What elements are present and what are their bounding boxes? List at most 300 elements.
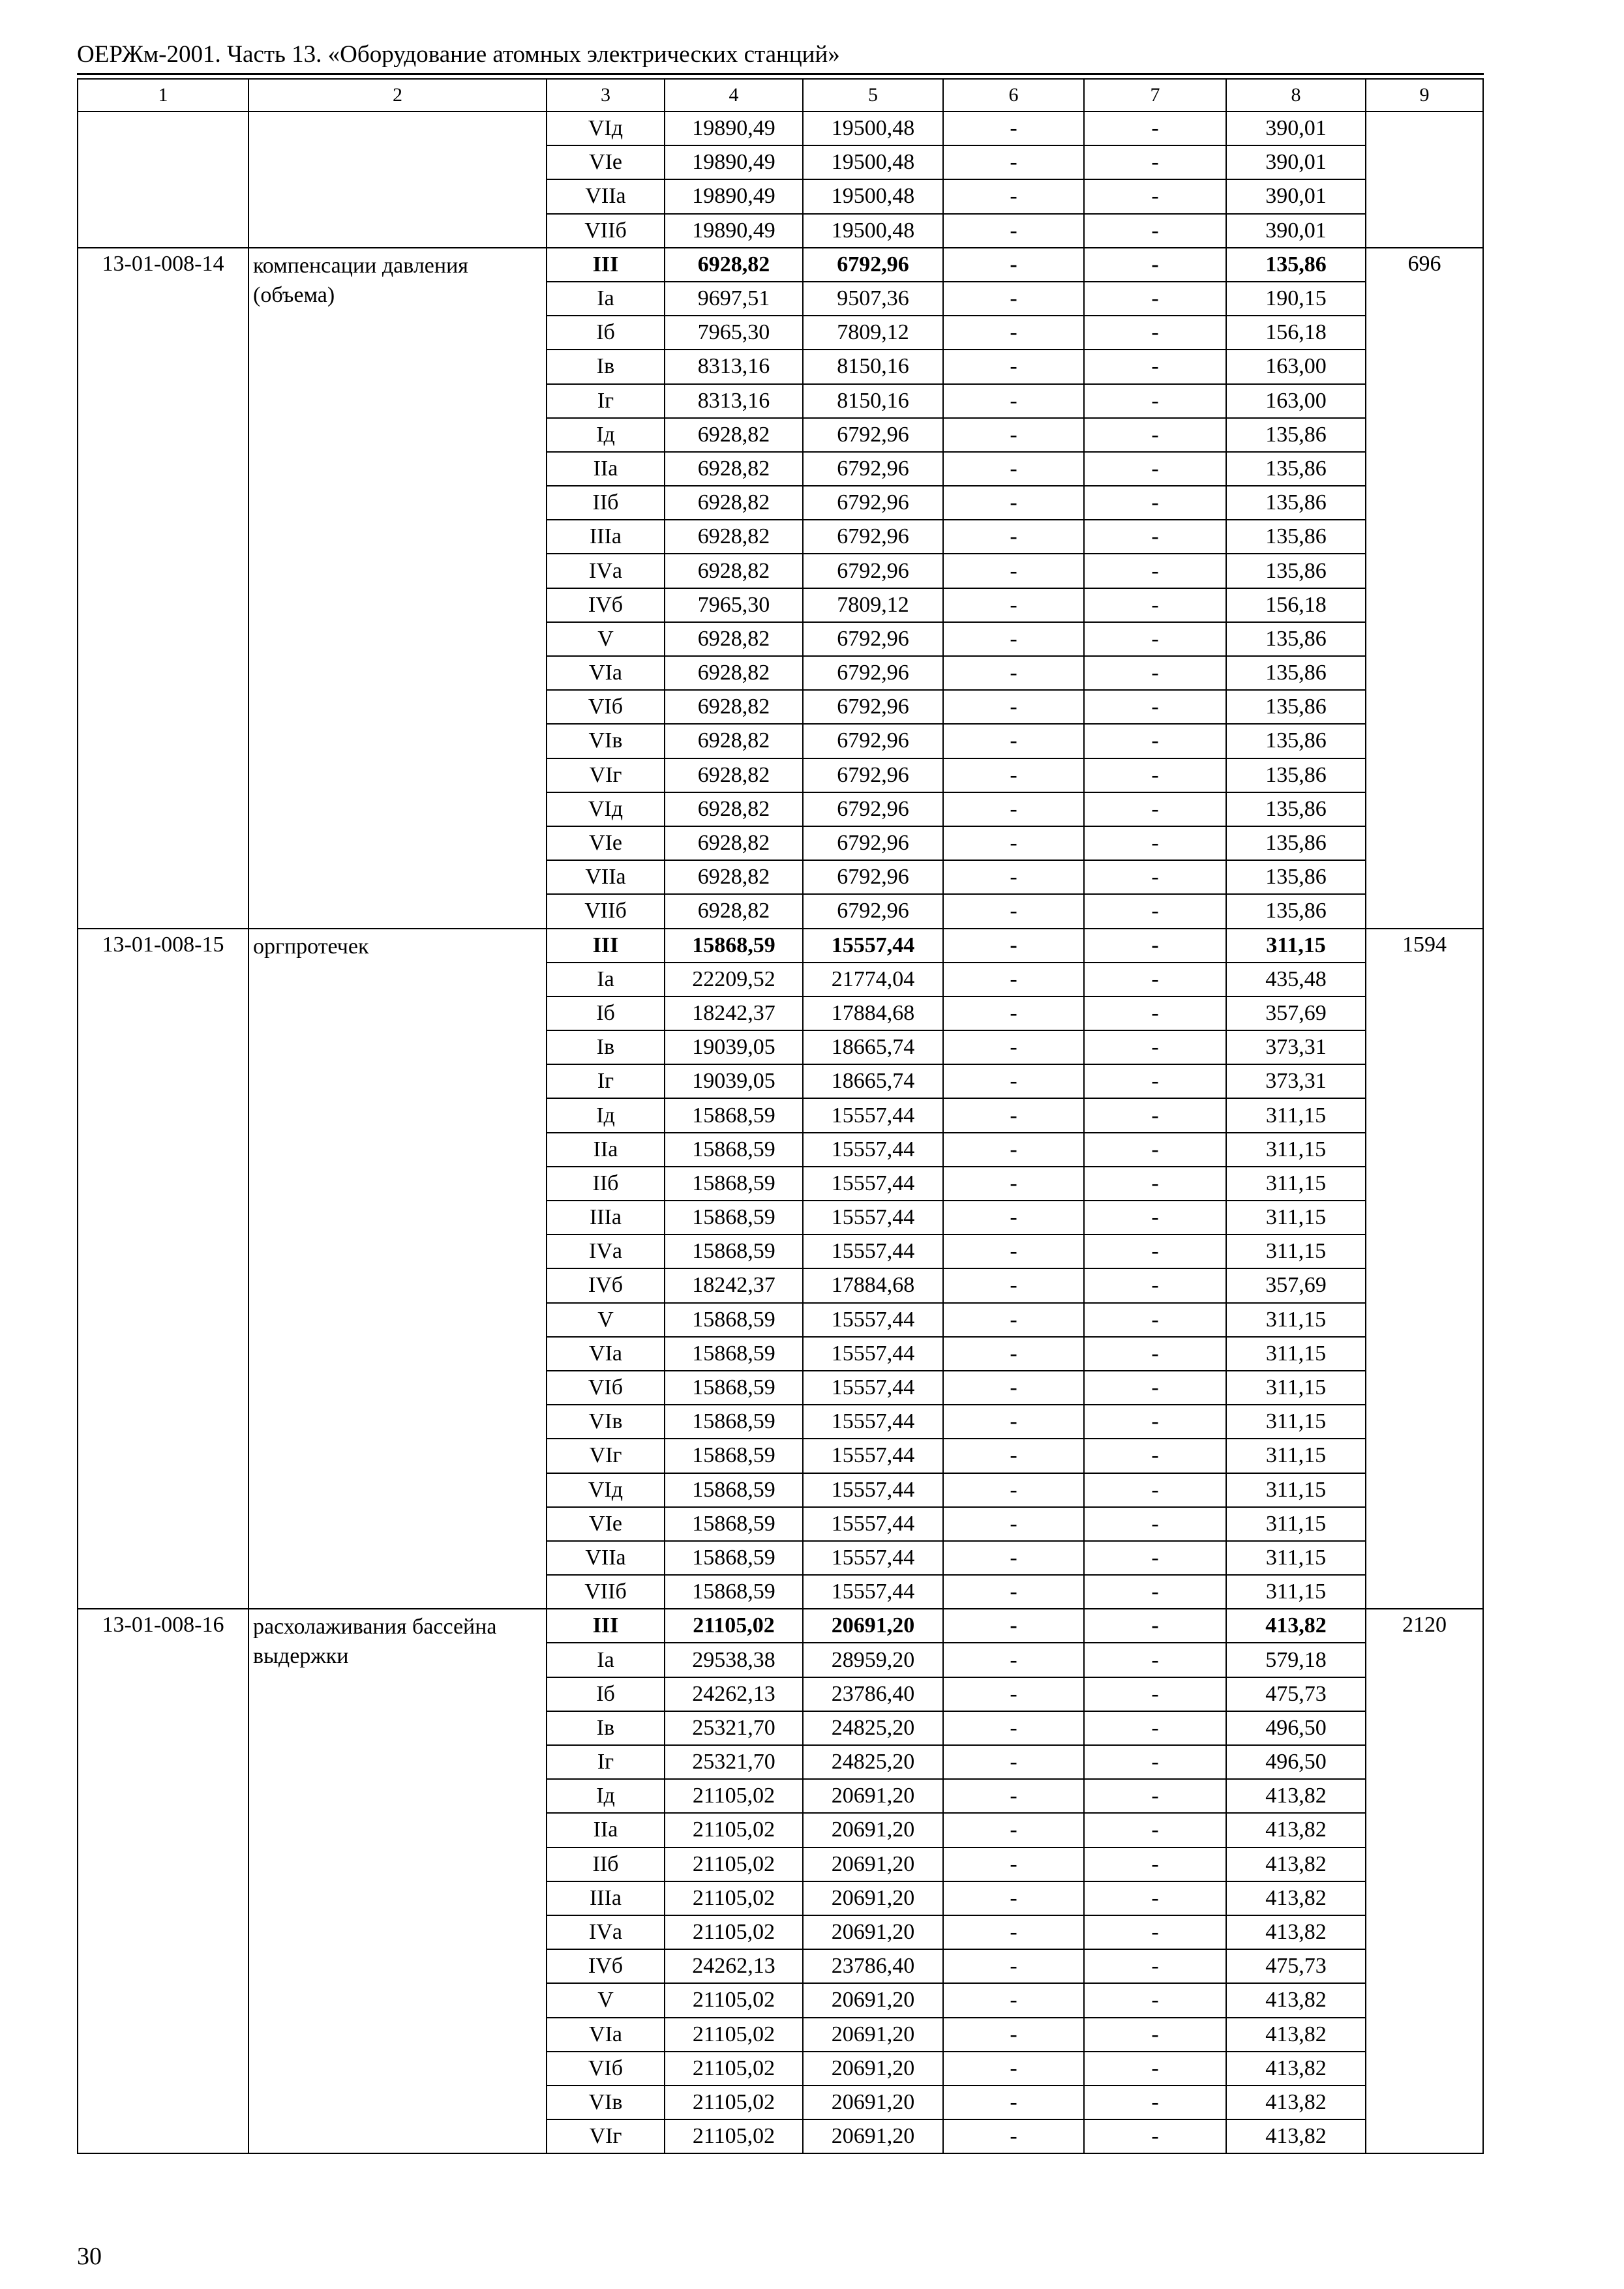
zone-code: Iг bbox=[547, 384, 665, 418]
machine-cost: - bbox=[943, 894, 1084, 928]
zone-code: III bbox=[547, 248, 665, 282]
labor-cost: 23786,40 bbox=[803, 1677, 943, 1711]
labor-cost: 15557,44 bbox=[803, 929, 943, 963]
column-number: 8 bbox=[1226, 79, 1366, 112]
materials-cost: 311,15 bbox=[1226, 929, 1366, 963]
labor-cost: 28959,20 bbox=[803, 1643, 943, 1677]
labor-cost: 6792,96 bbox=[803, 690, 943, 724]
operator-wage: - bbox=[1084, 860, 1226, 894]
machine-cost: - bbox=[943, 1371, 1084, 1405]
total-cost: 6928,82 bbox=[665, 656, 803, 690]
total-cost: 21105,02 bbox=[665, 1983, 803, 2017]
materials-cost: 311,15 bbox=[1226, 1234, 1366, 1268]
materials-cost: 390,01 bbox=[1226, 112, 1366, 145]
operator-wage: - bbox=[1084, 758, 1226, 792]
labor-cost: 15557,44 bbox=[803, 1234, 943, 1268]
total-cost: 15868,59 bbox=[665, 1473, 803, 1507]
materials-cost: 413,82 bbox=[1226, 1848, 1366, 1881]
total-cost: 15868,59 bbox=[665, 1234, 803, 1268]
operator-wage: - bbox=[1084, 1167, 1226, 1201]
machine-cost: - bbox=[943, 1064, 1084, 1098]
total-cost: 18242,37 bbox=[665, 996, 803, 1030]
machine-cost: - bbox=[943, 2018, 1084, 2052]
zone-code: IIIа bbox=[547, 1881, 665, 1915]
zone-code: VIв bbox=[547, 1405, 665, 1439]
labor-cost: 20691,20 bbox=[803, 2086, 943, 2119]
machine-cost: - bbox=[943, 1133, 1084, 1167]
machine-cost: - bbox=[943, 282, 1084, 316]
operator-wage: - bbox=[1084, 1779, 1226, 1813]
materials-cost: 135,86 bbox=[1226, 860, 1366, 894]
zone-code: VIIб bbox=[547, 1575, 665, 1609]
operator-wage: - bbox=[1084, 724, 1226, 758]
materials-cost: 413,82 bbox=[1226, 1915, 1366, 1949]
materials-cost: 496,50 bbox=[1226, 1745, 1366, 1779]
materials-cost: 135,86 bbox=[1226, 724, 1366, 758]
labor-cost: 6792,96 bbox=[803, 622, 943, 656]
labor-cost: 6792,96 bbox=[803, 826, 943, 860]
materials-cost: 135,86 bbox=[1226, 622, 1366, 656]
zone-code: VIе bbox=[547, 145, 665, 179]
labor-cost: 7809,12 bbox=[803, 588, 943, 622]
total-cost: 15868,59 bbox=[665, 1098, 803, 1132]
labor-cost: 15557,44 bbox=[803, 1371, 943, 1405]
operator-wage: - bbox=[1084, 418, 1226, 452]
rate-name: расхолаживания бассейна выдержки bbox=[248, 1609, 547, 2153]
labor-cost: 15557,44 bbox=[803, 1098, 943, 1132]
zone-code: VIб bbox=[547, 1371, 665, 1405]
materials-cost: 413,82 bbox=[1226, 1813, 1366, 1847]
column-9-value: 1594 bbox=[1366, 929, 1483, 1609]
materials-cost: 311,15 bbox=[1226, 1405, 1366, 1439]
materials-cost: 156,18 bbox=[1226, 316, 1366, 350]
labor-cost: 6792,96 bbox=[803, 792, 943, 826]
machine-cost: - bbox=[943, 656, 1084, 690]
machine-cost: - bbox=[943, 316, 1084, 350]
total-cost: 6928,82 bbox=[665, 418, 803, 452]
operator-wage: - bbox=[1084, 1575, 1226, 1609]
total-cost: 15868,59 bbox=[665, 1201, 803, 1234]
machine-cost: - bbox=[943, 1711, 1084, 1745]
rate-code bbox=[78, 112, 248, 248]
operator-wage: - bbox=[1084, 1371, 1226, 1405]
zone-code: VIв bbox=[547, 2086, 665, 2119]
materials-cost: 311,15 bbox=[1226, 1303, 1366, 1337]
materials-cost: 156,18 bbox=[1226, 588, 1366, 622]
materials-cost: 435,48 bbox=[1226, 963, 1366, 996]
operator-wage: - bbox=[1084, 316, 1226, 350]
operator-wage: - bbox=[1084, 1201, 1226, 1234]
total-cost: 19890,49 bbox=[665, 179, 803, 213]
materials-cost: 163,00 bbox=[1226, 350, 1366, 383]
column-9-value: 696 bbox=[1366, 248, 1483, 929]
operator-wage: - bbox=[1084, 554, 1226, 588]
total-cost: 6928,82 bbox=[665, 758, 803, 792]
labor-cost: 20691,20 bbox=[803, 2052, 943, 2086]
column-number: 6 bbox=[943, 79, 1084, 112]
total-cost: 6928,82 bbox=[665, 452, 803, 486]
total-cost: 24262,13 bbox=[665, 1677, 803, 1711]
rate-code: 13-01-008-14 bbox=[78, 248, 248, 929]
materials-cost: 311,15 bbox=[1226, 1133, 1366, 1167]
total-cost: 15868,59 bbox=[665, 1303, 803, 1337]
operator-wage: - bbox=[1084, 1541, 1226, 1575]
operator-wage: - bbox=[1084, 214, 1226, 248]
materials-cost: 373,31 bbox=[1226, 1064, 1366, 1098]
zone-code: V bbox=[547, 1983, 665, 2017]
zone-code: Iд bbox=[547, 1098, 665, 1132]
column-number: 4 bbox=[665, 79, 803, 112]
machine-cost: - bbox=[943, 1848, 1084, 1881]
total-cost: 21105,02 bbox=[665, 1915, 803, 1949]
materials-cost: 311,15 bbox=[1226, 1507, 1366, 1541]
machine-cost: - bbox=[943, 1337, 1084, 1371]
total-cost: 19890,49 bbox=[665, 112, 803, 145]
operator-wage: - bbox=[1084, 384, 1226, 418]
total-cost: 6928,82 bbox=[665, 690, 803, 724]
labor-cost: 20691,20 bbox=[803, 2119, 943, 2153]
machine-cost: - bbox=[943, 1201, 1084, 1234]
operator-wage: - bbox=[1084, 2119, 1226, 2153]
labor-cost: 20691,20 bbox=[803, 1813, 943, 1847]
machine-cost: - bbox=[943, 2052, 1084, 2086]
operator-wage: - bbox=[1084, 690, 1226, 724]
zone-code: Iг bbox=[547, 1064, 665, 1098]
machine-cost: - bbox=[943, 350, 1084, 383]
labor-cost: 15557,44 bbox=[803, 1541, 943, 1575]
operator-wage: - bbox=[1084, 1405, 1226, 1439]
labor-cost: 6792,96 bbox=[803, 758, 943, 792]
labor-cost: 6792,96 bbox=[803, 452, 943, 486]
labor-cost: 15557,44 bbox=[803, 1507, 943, 1541]
materials-cost: 163,00 bbox=[1226, 384, 1366, 418]
machine-cost: - bbox=[943, 2119, 1084, 2153]
total-cost: 6928,82 bbox=[665, 792, 803, 826]
zone-code: IVа bbox=[547, 554, 665, 588]
labor-cost: 8150,16 bbox=[803, 384, 943, 418]
rate-code: 13-01-008-15 bbox=[78, 929, 248, 1609]
zone-code: IIа bbox=[547, 1813, 665, 1847]
zone-code: IVб bbox=[547, 1268, 665, 1302]
header-rule bbox=[77, 73, 1484, 75]
zone-code: VIа bbox=[547, 656, 665, 690]
machine-cost: - bbox=[943, 214, 1084, 248]
total-cost: 6928,82 bbox=[665, 826, 803, 860]
operator-wage: - bbox=[1084, 179, 1226, 213]
zone-code: VIа bbox=[547, 1337, 665, 1371]
labor-cost: 15557,44 bbox=[803, 1167, 943, 1201]
zone-code: IIб bbox=[547, 486, 665, 520]
labor-cost: 18665,74 bbox=[803, 1064, 943, 1098]
zone-code: VIг bbox=[547, 1439, 665, 1473]
labor-cost: 19500,48 bbox=[803, 214, 943, 248]
zone-code: V bbox=[547, 1303, 665, 1337]
operator-wage: - bbox=[1084, 894, 1226, 928]
operator-wage: - bbox=[1084, 1983, 1226, 2017]
zone-code: IIб bbox=[547, 1848, 665, 1881]
total-cost: 18242,37 bbox=[665, 1268, 803, 1302]
labor-cost: 19500,48 bbox=[803, 145, 943, 179]
total-cost: 15868,59 bbox=[665, 1337, 803, 1371]
operator-wage: - bbox=[1084, 452, 1226, 486]
materials-cost: 135,86 bbox=[1226, 826, 1366, 860]
machine-cost: - bbox=[943, 179, 1084, 213]
zone-code: VIд bbox=[547, 792, 665, 826]
materials-cost: 357,69 bbox=[1226, 1268, 1366, 1302]
total-cost: 21105,02 bbox=[665, 2018, 803, 2052]
labor-cost: 15557,44 bbox=[803, 1575, 943, 1609]
operator-wage: - bbox=[1084, 112, 1226, 145]
machine-cost: - bbox=[943, 1609, 1084, 1643]
column-number: 5 bbox=[803, 79, 943, 112]
zone-code: VIб bbox=[547, 690, 665, 724]
total-cost: 15868,59 bbox=[665, 1405, 803, 1439]
labor-cost: 15557,44 bbox=[803, 1201, 943, 1234]
machine-cost: - bbox=[943, 690, 1084, 724]
labor-cost: 19500,48 bbox=[803, 179, 943, 213]
labor-cost: 6792,96 bbox=[803, 724, 943, 758]
materials-cost: 135,86 bbox=[1226, 690, 1366, 724]
operator-wage: - bbox=[1084, 1473, 1226, 1507]
materials-cost: 311,15 bbox=[1226, 1098, 1366, 1132]
operator-wage: - bbox=[1084, 1439, 1226, 1473]
labor-cost: 15557,44 bbox=[803, 1439, 943, 1473]
zone-code: IIIа bbox=[547, 1201, 665, 1234]
total-cost: 15868,59 bbox=[665, 1541, 803, 1575]
labor-cost: 6792,96 bbox=[803, 248, 943, 282]
machine-cost: - bbox=[943, 996, 1084, 1030]
machine-cost: - bbox=[943, 1167, 1084, 1201]
labor-cost: 21774,04 bbox=[803, 963, 943, 996]
operator-wage: - bbox=[1084, 1677, 1226, 1711]
materials-cost: 413,82 bbox=[1226, 1779, 1366, 1813]
machine-cost: - bbox=[943, 145, 1084, 179]
machine-cost: - bbox=[943, 1507, 1084, 1541]
materials-cost: 373,31 bbox=[1226, 1030, 1366, 1064]
column-number-row bbox=[78, 79, 1483, 112]
machine-cost: - bbox=[943, 1098, 1084, 1132]
total-cost: 21105,02 bbox=[665, 1609, 803, 1643]
labor-cost: 20691,20 bbox=[803, 1983, 943, 2017]
column-9-value: 2120 bbox=[1366, 1609, 1483, 2153]
materials-cost: 475,73 bbox=[1226, 1677, 1366, 1711]
column-9-value bbox=[1366, 112, 1483, 248]
zone-code: VIе bbox=[547, 1507, 665, 1541]
operator-wage: - bbox=[1084, 1133, 1226, 1167]
machine-cost: - bbox=[943, 1915, 1084, 1949]
total-cost: 6928,82 bbox=[665, 894, 803, 928]
machine-cost: - bbox=[943, 1473, 1084, 1507]
operator-wage: - bbox=[1084, 145, 1226, 179]
machine-cost: - bbox=[943, 452, 1084, 486]
machine-cost: - bbox=[943, 2086, 1084, 2119]
table-body bbox=[78, 79, 1483, 2153]
labor-cost: 18665,74 bbox=[803, 1030, 943, 1064]
zone-code: VIа bbox=[547, 2018, 665, 2052]
labor-cost: 20691,20 bbox=[803, 1915, 943, 1949]
operator-wage: - bbox=[1084, 1303, 1226, 1337]
labor-cost: 6792,96 bbox=[803, 520, 943, 554]
materials-cost: 135,86 bbox=[1226, 452, 1366, 486]
operator-wage: - bbox=[1084, 248, 1226, 282]
operator-wage: - bbox=[1084, 656, 1226, 690]
labor-cost: 20691,20 bbox=[803, 1779, 943, 1813]
operator-wage: - bbox=[1084, 1643, 1226, 1677]
table-row bbox=[78, 112, 1483, 145]
machine-cost: - bbox=[943, 826, 1084, 860]
total-cost: 6928,82 bbox=[665, 554, 803, 588]
materials-cost: 311,15 bbox=[1226, 1167, 1366, 1201]
total-cost: 29538,38 bbox=[665, 1643, 803, 1677]
machine-cost: - bbox=[943, 758, 1084, 792]
machine-cost: - bbox=[943, 1030, 1084, 1064]
zone-code: VIе bbox=[547, 826, 665, 860]
zone-code: Iа bbox=[547, 282, 665, 316]
rate-name: компенсации давления (объема) bbox=[248, 248, 547, 929]
zone-code: Iб bbox=[547, 996, 665, 1030]
total-cost: 6928,82 bbox=[665, 622, 803, 656]
labor-cost: 6792,96 bbox=[803, 418, 943, 452]
labor-cost: 24825,20 bbox=[803, 1745, 943, 1779]
operator-wage: - bbox=[1084, 1234, 1226, 1268]
total-cost: 19039,05 bbox=[665, 1030, 803, 1064]
materials-cost: 311,15 bbox=[1226, 1371, 1366, 1405]
machine-cost: - bbox=[943, 963, 1084, 996]
operator-wage: - bbox=[1084, 1949, 1226, 1983]
page-header-title: ОЕРЖм-2001. Часть 13. «Оборудование атомных электрических станций» bbox=[77, 41, 840, 68]
machine-cost: - bbox=[943, 1575, 1084, 1609]
zone-code: III bbox=[547, 1609, 665, 1643]
total-cost: 21105,02 bbox=[665, 1881, 803, 1915]
operator-wage: - bbox=[1084, 1745, 1226, 1779]
materials-cost: 135,86 bbox=[1226, 758, 1366, 792]
machine-cost: - bbox=[943, 929, 1084, 963]
total-cost: 8313,16 bbox=[665, 350, 803, 383]
zone-code: Iв bbox=[547, 350, 665, 383]
machine-cost: - bbox=[943, 554, 1084, 588]
zone-code: VIIб bbox=[547, 894, 665, 928]
labor-cost: 17884,68 bbox=[803, 996, 943, 1030]
column-number: 9 bbox=[1366, 79, 1483, 112]
total-cost: 15868,59 bbox=[665, 1371, 803, 1405]
machine-cost: - bbox=[943, 1745, 1084, 1779]
operator-wage: - bbox=[1084, 1848, 1226, 1881]
total-cost: 19890,49 bbox=[665, 214, 803, 248]
operator-wage: - bbox=[1084, 622, 1226, 656]
zone-code: VIIа bbox=[547, 1541, 665, 1575]
operator-wage: - bbox=[1084, 2052, 1226, 2086]
total-cost: 6928,82 bbox=[665, 724, 803, 758]
total-cost: 6928,82 bbox=[665, 520, 803, 554]
machine-cost: - bbox=[943, 486, 1084, 520]
materials-cost: 311,15 bbox=[1226, 1439, 1366, 1473]
materials-cost: 135,86 bbox=[1226, 520, 1366, 554]
zone-code: Iа bbox=[547, 1643, 665, 1677]
operator-wage: - bbox=[1084, 996, 1226, 1030]
total-cost: 15868,59 bbox=[665, 1167, 803, 1201]
operator-wage: - bbox=[1084, 2086, 1226, 2119]
materials-cost: 311,15 bbox=[1226, 1201, 1366, 1234]
total-cost: 25321,70 bbox=[665, 1745, 803, 1779]
zone-code: Iг bbox=[547, 1745, 665, 1779]
materials-cost: 413,82 bbox=[1226, 1983, 1366, 2017]
operator-wage: - bbox=[1084, 1881, 1226, 1915]
zone-code: IVб bbox=[547, 1949, 665, 1983]
materials-cost: 413,82 bbox=[1226, 2119, 1366, 2153]
materials-cost: 413,82 bbox=[1226, 1609, 1366, 1643]
machine-cost: - bbox=[943, 418, 1084, 452]
labor-cost: 23786,40 bbox=[803, 1949, 943, 1983]
zone-code: VIд bbox=[547, 112, 665, 145]
rates-table bbox=[77, 78, 1484, 2154]
zone-code: VIб bbox=[547, 2052, 665, 2086]
total-cost: 8313,16 bbox=[665, 384, 803, 418]
total-cost: 21105,02 bbox=[665, 1813, 803, 1847]
total-cost: 21105,02 bbox=[665, 2052, 803, 2086]
rate-name: оргпротечек bbox=[248, 929, 547, 1609]
column-number: 3 bbox=[547, 79, 665, 112]
total-cost: 15868,59 bbox=[665, 929, 803, 963]
materials-cost: 311,15 bbox=[1226, 1337, 1366, 1371]
operator-wage: - bbox=[1084, 929, 1226, 963]
total-cost: 7965,30 bbox=[665, 316, 803, 350]
machine-cost: - bbox=[943, 520, 1084, 554]
operator-wage: - bbox=[1084, 1337, 1226, 1371]
operator-wage: - bbox=[1084, 1268, 1226, 1302]
total-cost: 15868,59 bbox=[665, 1507, 803, 1541]
materials-cost: 135,86 bbox=[1226, 894, 1366, 928]
total-cost: 21105,02 bbox=[665, 2086, 803, 2119]
materials-cost: 496,50 bbox=[1226, 1711, 1366, 1745]
machine-cost: - bbox=[943, 1949, 1084, 1983]
materials-cost: 357,69 bbox=[1226, 996, 1366, 1030]
labor-cost: 17884,68 bbox=[803, 1268, 943, 1302]
zone-code: VIIб bbox=[547, 214, 665, 248]
zone-code: IIIа bbox=[547, 520, 665, 554]
machine-cost: - bbox=[943, 112, 1084, 145]
operator-wage: - bbox=[1084, 1030, 1226, 1064]
labor-cost: 8150,16 bbox=[803, 350, 943, 383]
labor-cost: 6792,96 bbox=[803, 894, 943, 928]
machine-cost: - bbox=[943, 1881, 1084, 1915]
machine-cost: - bbox=[943, 724, 1084, 758]
materials-cost: 413,82 bbox=[1226, 2018, 1366, 2052]
total-cost: 6928,82 bbox=[665, 486, 803, 520]
materials-cost: 475,73 bbox=[1226, 1949, 1366, 1983]
operator-wage: - bbox=[1084, 826, 1226, 860]
labor-cost: 9507,36 bbox=[803, 282, 943, 316]
operator-wage: - bbox=[1084, 520, 1226, 554]
zone-code: Iа bbox=[547, 963, 665, 996]
labor-cost: 20691,20 bbox=[803, 2018, 943, 2052]
labor-cost: 15557,44 bbox=[803, 1337, 943, 1371]
operator-wage: - bbox=[1084, 1915, 1226, 1949]
machine-cost: - bbox=[943, 1234, 1084, 1268]
machine-cost: - bbox=[943, 248, 1084, 282]
total-cost: 21105,02 bbox=[665, 1848, 803, 1881]
zone-code: VIIа bbox=[547, 860, 665, 894]
labor-cost: 15557,44 bbox=[803, 1473, 943, 1507]
total-cost: 6928,82 bbox=[665, 248, 803, 282]
operator-wage: - bbox=[1084, 1609, 1226, 1643]
table-row bbox=[78, 248, 1483, 282]
materials-cost: 390,01 bbox=[1226, 179, 1366, 213]
labor-cost: 7809,12 bbox=[803, 316, 943, 350]
machine-cost: - bbox=[943, 622, 1084, 656]
materials-cost: 413,82 bbox=[1226, 1881, 1366, 1915]
machine-cost: - bbox=[943, 1303, 1084, 1337]
operator-wage: - bbox=[1084, 792, 1226, 826]
